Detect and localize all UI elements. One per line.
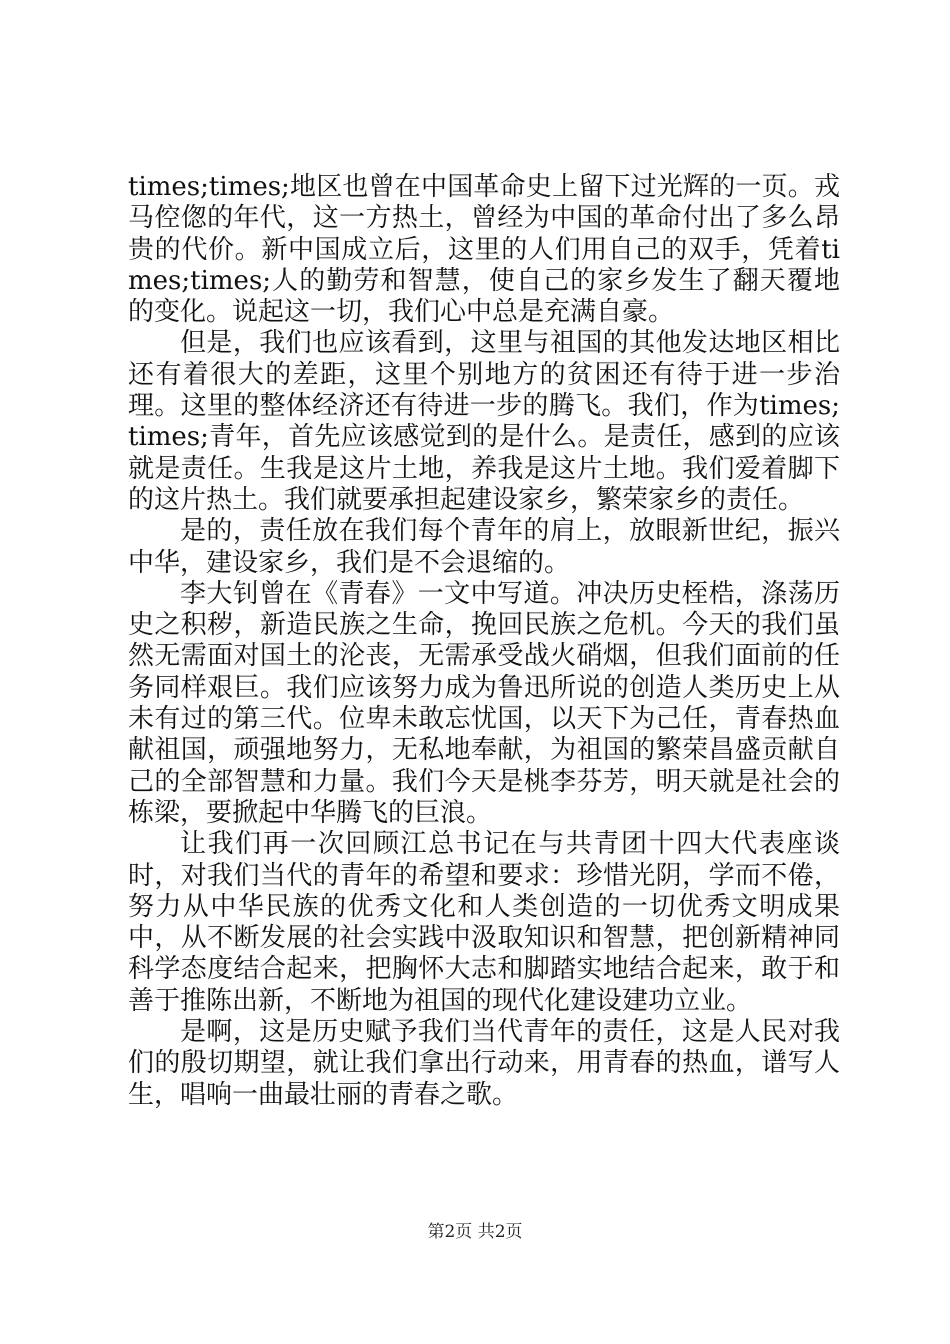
paragraph-5: 让我们再一次回顾江总书记在与共青团十四大代表座谈时，对我们当代的青年的希望和要求：珍惜光阴，学而不倦，努力从中华民族的优秀文化和人类创造的一切优秀文明成果中，从不断发展的社会实践中汲取知识和智慧，把创新精神同科学态度结合起来，把胸怀大志和脚踏实地结合起来，敢于和善于推陈出新，不断地为祖国的现代化建设建功立业。: [128, 829, 840, 1016]
paragraph-1: times;times;地区也曾在中国革命史上留下过光辉的一页。戎马倥偬的年代，这一方热土，曾经为中国的革命付出了多么昂贵的代价。新中国成立后，这里的人们用自己的双手，凭着times;times;人的勤劳和智慧，使自己的家乡发生了翻天覆地的变化。说起这一切，我们心中总是充满自豪。: [128, 172, 840, 328]
page-number-footer: 第2页 共2页: [427, 1222, 523, 1242]
paragraph-2: 但是，我们也应该看到，这里与祖国的其他发达地区相比还有着很大的差距，这里个别地方的贫困还有待于进一步治理。这里的整体经济还有待进一步的腾飞。我们，作为times;times;青年，首先应该感觉到的是什么。是责任，感到的应该就是责任。生我是这片土地，养我是这片土地。我们爱着脚下的这片热土。我们就要承担起建设家乡，繁荣家乡的责任。: [128, 328, 840, 515]
paragraph-4: 李大钊曾在《青春》一文中写道。冲决历史桎梏，涤荡历史之积秽，新造民族之生命，挽回民族之危机。今天的我们虽然无需面对国土的沦丧，无需承受战火硝烟，但我们面前的任务同样艰巨。我们应该努力成为鲁迅所说的创造人类历史上从未有过的第三代。位卑未敢忘忧国，以天下为己任，青春热血献祖国，顽强地努力，无私地奉献，为祖国的繁荣昌盛贡献自己的全部智慧和力量。我们今天是桃李芬芳，明天就是社会的栋梁，要掀起中华腾飞的巨浪。: [128, 578, 840, 828]
paragraph-3: 是的，责任放在我们每个青年的肩上，放眼新世纪，振兴中华，建设家乡，我们是不会退缩的。: [128, 516, 840, 578]
paragraph-6: 是啊，这是历史赋予我们当代青年的责任，这是人民对我们的殷切期望，就让我们拿出行动来，用青春的热血，谱写人生，唱响一曲最壮丽的青春之歌。: [128, 1017, 840, 1110]
document-body: [128, 172, 840, 1111]
